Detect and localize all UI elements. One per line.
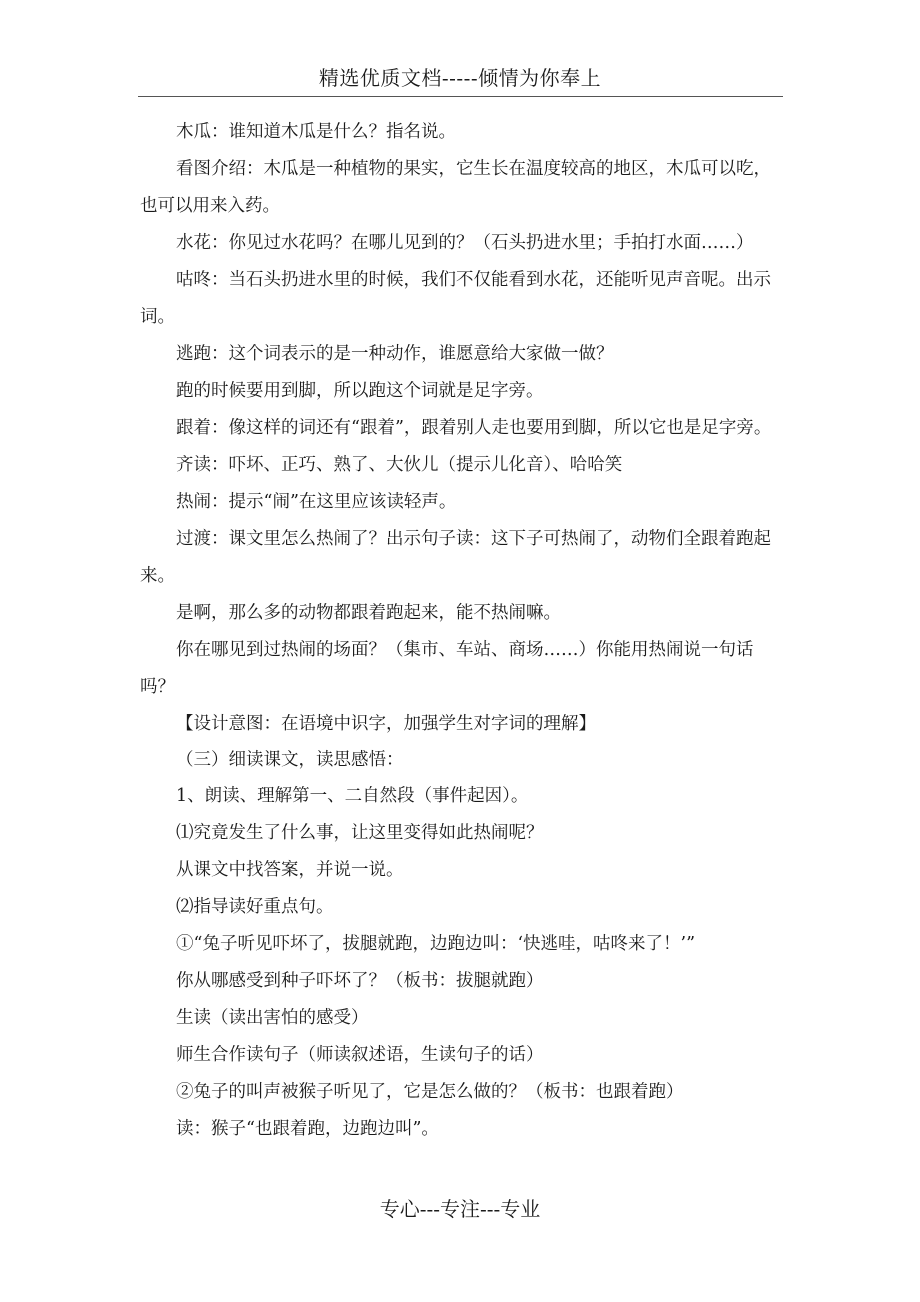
paragraph: 你从哪感受到种子吓坏了？（板书：拔腿就跑） [176, 971, 544, 991]
document-body [140, 114, 784, 1148]
paragraph: 过渡：课文里怎么热闹了？出示句子读：这下子可热闹了，动物们全跟着跑起来。 [140, 529, 771, 586]
paragraph: 生读（读出害怕的感受） [176, 1008, 369, 1028]
paragraph: ①“兔子听见吓坏了，拔腿就跑，边跑边叫：‘快逃哇，咕咚来了！’” [176, 934, 696, 954]
design-intent-note: 【设计意图：在语境中识字，加强学生对字词的理解】 [176, 714, 596, 734]
paragraph: 逃跑：这个词表示的是一种动作，谁愿意给大家做一做？ [176, 344, 614, 364]
paragraph: ②兔子的叫声被猴子听见了，它是怎么做的？（板书：也跟着跑） [176, 1082, 684, 1102]
paragraph: 跑的时候要用到脚，所以跑这个词就是足字旁。 [176, 381, 544, 401]
page-header: 精选优质文档-----倾情为你奉上 [318, 66, 602, 90]
page-footer: 专心---专注---专业 [379, 1197, 541, 1221]
paragraph: 木瓜：谁知道木瓜是什么？指名说。 [176, 122, 456, 142]
section-heading: （三）细读课文，读思感悟： [176, 750, 404, 770]
header-divider [138, 96, 783, 97]
paragraph: 1、朗读、理解第一、二自然段（事件起因）。 [176, 786, 529, 806]
paragraph: 你在哪见到过热闹的场面？（集市、车站、商场……）你能用热闹说一句话吗？ [140, 640, 754, 697]
paragraph: 齐读：吓坏、正巧、熟了、大伙儿（提示儿化音）、哈哈笑 [176, 455, 623, 475]
paragraph: 是啊，那么多的动物都跟着跑起来，能不热闹嘛。 [176, 603, 561, 623]
paragraph: ⑴究竟发生了什么事，让这里变得如此热闹呢？ [176, 823, 544, 843]
paragraph: 咕咚：当石头扔进水里的时候，我们不仅能看到水花，还能听见声音呢。出示词。 [140, 270, 771, 327]
paragraph: 看图介绍：木瓜是一种植物的果实，它生长在温度较高的地区，木瓜可以吃，也可以用来入药。 [140, 159, 771, 216]
paragraph: 读：猴子“也跟着跑，边跑边叫”。 [176, 1119, 439, 1139]
paragraph: 从课文中找答案，并说一说。 [176, 860, 404, 880]
paragraph: 热闹：提示“闹”在这里应该读轻声。 [176, 492, 457, 512]
paragraph: 跟着：像这样的词还有“跟着”，跟着别人走也要用到脚，所以它也是足字旁。 [176, 418, 772, 438]
paragraph: 师生合作读句子（师读叙述语，生读句子的话） [176, 1045, 544, 1065]
paragraph: ⑵指导读好重点句。 [176, 897, 334, 917]
paragraph: 水花：你见过水花吗？在哪儿见到的？（石头扔进水里；手拍打水面……） [176, 233, 754, 253]
